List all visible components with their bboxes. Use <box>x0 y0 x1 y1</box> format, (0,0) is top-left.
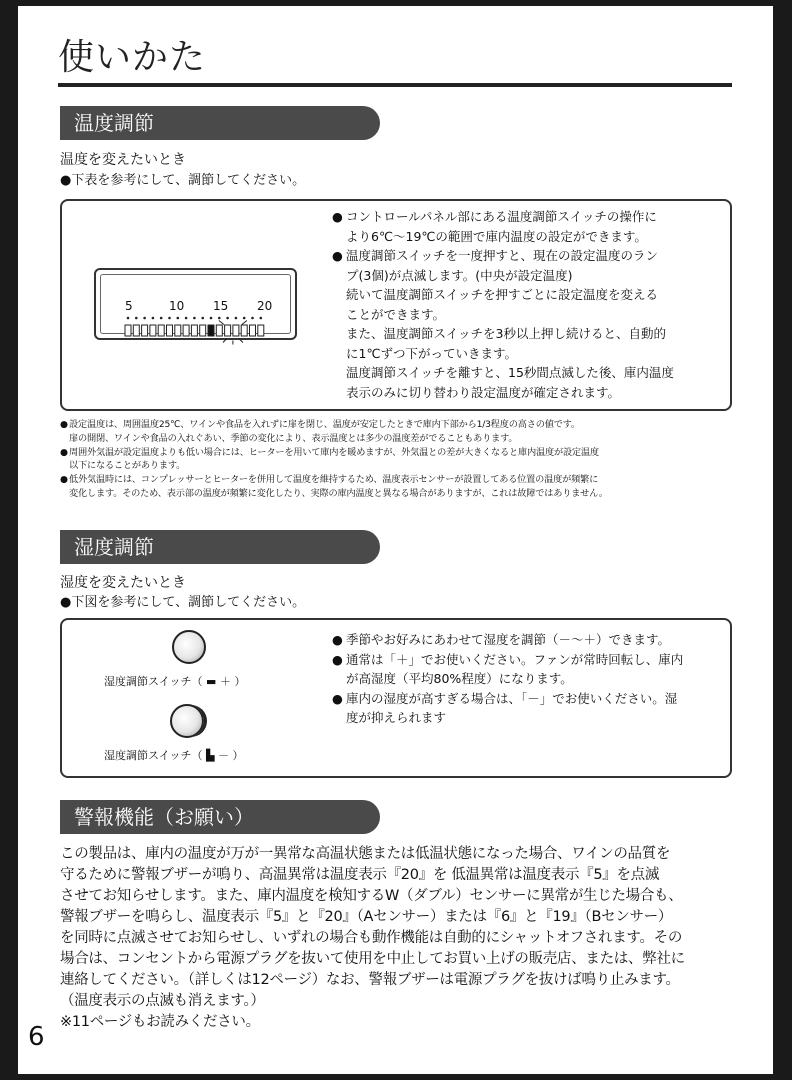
scale-label: 20 <box>257 299 273 313</box>
scale-label: 10 <box>169 299 185 313</box>
alarm-line: させてお知らせします。また、庫内温度を検知するW（ダブル）センサーに異常が生じた場合も、 <box>60 888 683 904</box>
lamp <box>258 325 264 336</box>
bullet-line: また、温度調節スイッチを3秒以上押し続けると、自動的 <box>346 326 666 341</box>
scale-dot <box>226 317 229 320</box>
page-title: 使いかた <box>58 37 207 78</box>
temperature-note <box>60 446 732 474</box>
bullet-line: ことができます。 <box>346 306 446 322</box>
bullet-dot: ● <box>332 690 343 706</box>
alarm-line: 連絡してください。（詳しくは12ページ）なお、警報ブザーは電源プラグを抜けば鳴り止みます。 <box>60 972 680 988</box>
section-heading-humidity: 湿度調節 <box>60 530 380 564</box>
blink-ray <box>242 321 247 325</box>
bullet-line: 度が抑えられます <box>346 710 447 725</box>
lamp <box>191 325 197 336</box>
scale-dot <box>177 317 180 320</box>
bullet-line: コントロールパネル部にある温度調節スイッチの操作に <box>346 209 657 224</box>
scale-dot <box>127 317 130 320</box>
bullet-line: 続いて温度調節スイッチを押すごとに設定温度を変える <box>346 287 659 302</box>
humidity-switch-minus-label: 湿度調節スイッチ（ ▙ － ） <box>104 749 244 762</box>
bullet-dot: ● <box>332 651 343 667</box>
alarm-line: 守るために警報ブザーが鳴り、高温異常は温度表示『20』を 低温異常は温度表示『5』を点滅 <box>60 867 660 883</box>
bullet-line: 庫内の湿度が高すぎる場合は、「－」でお使いください。湿 <box>346 690 678 706</box>
scale-dot <box>168 317 171 320</box>
temperature-bullets <box>332 207 724 402</box>
humidity-instruction: ●下図を参考にして、調節してください。 <box>60 595 306 610</box>
blink-ray <box>219 321 224 325</box>
lamp <box>250 325 256 336</box>
bullet-line: 設定温度は、周囲温度25℃、ワインや食品を入れずに扉を閉じ、温度が安定したときで庫内下部から1/3程度の高さの値です。 <box>69 419 580 430</box>
scale-dot <box>152 317 155 320</box>
lamp <box>142 325 148 336</box>
bullet-dot: ● <box>332 209 343 224</box>
scale-dot <box>193 317 196 320</box>
humidity-switch-minus-icon[interactable] <box>170 704 204 738</box>
temperature-subheading: 温度を変えたいとき <box>60 152 186 168</box>
scale-dot <box>185 317 188 320</box>
bullet-line: 扉の開閉、ワインや食品の入れぐあい、季節の変化により、表示温度とは多少の温度差がでることもあります。 <box>69 432 518 444</box>
blink-ray <box>223 339 227 343</box>
scale-dot <box>260 317 263 320</box>
control-panel-display <box>100 274 291 334</box>
lamp <box>183 325 189 336</box>
scale-dot <box>201 317 204 320</box>
section-heading-alarm: 警報機能（お願い） <box>60 800 380 834</box>
temperature-notes <box>60 418 732 501</box>
section-heading-temperature: 温度調節 <box>60 106 380 140</box>
lamp <box>200 325 206 336</box>
scale-dot <box>235 317 238 320</box>
humidity-bullets <box>332 630 724 728</box>
lamp-lit <box>208 325 214 336</box>
bullet-line: 以下になることがあります。 <box>69 460 186 472</box>
bullet-dot: ● <box>60 446 68 458</box>
alarm-line: ※11ページもお読みください。 <box>60 1014 260 1030</box>
alarm-line: 警報ブザーを鳴らし、温度表示『5』と『20』（Aセンサー）または『6』と『19』（Bセンサー） <box>60 909 673 925</box>
bullet-line: に1℃ずつ下がっていきます。 <box>346 345 517 361</box>
lamp <box>133 325 139 336</box>
blink-ray <box>239 339 243 343</box>
alarm-line: 場合は、コンセントから電源プラグを抜いて使用を中止してお買い上げの販売店、または、弊社に <box>60 951 685 967</box>
scale-label: 5 <box>125 299 133 313</box>
humidity-bullet <box>332 630 724 650</box>
bullet-line: 温度調節スイッチを一度押すと、現在の設定温度のラン <box>346 248 659 263</box>
scale-dot <box>251 317 254 320</box>
manual-page <box>18 6 773 1074</box>
lamp <box>150 325 156 336</box>
bullet-line: 低外気温時には、コンプレッサーとヒーターを併用して温度を維持するため、温度表示センサーが設置してある位置の温度が頻繁に <box>69 474 599 486</box>
bullet-line: 通常は「＋」でお使いください。ファンが常時回転し、庫内 <box>346 651 684 667</box>
temperature-bullet <box>332 207 724 246</box>
temperature-instruction: ●下表を参考にして、調節してください。 <box>60 173 306 188</box>
bullet-line: より6℃～19℃の範囲で庫内温度の設定ができます。 <box>346 228 647 244</box>
lamp <box>158 325 164 336</box>
scale-dot <box>243 317 246 320</box>
bullet-dot: ● <box>332 248 343 263</box>
humidity-bullet <box>332 689 724 728</box>
bullet-dot: ● <box>60 419 68 430</box>
scale-dot <box>160 317 163 320</box>
alarm-line: （温度表示の点滅も消えます。） <box>60 993 265 1009</box>
temperature-lamp-bar <box>101 311 291 351</box>
temperature-note <box>60 418 732 446</box>
lamp <box>125 325 131 336</box>
control-panel-illustration <box>94 268 297 340</box>
bullet-line: が高湿度（平均80%程度）になります。 <box>346 671 573 686</box>
bullet-dot: ● <box>332 632 343 647</box>
humidity-switch-plus-label: 湿度調節スイッチ（ ▬ ＋ ） <box>104 675 246 688</box>
scale-dot <box>210 317 213 320</box>
scale-dot <box>135 317 138 320</box>
title-rule <box>58 83 732 87</box>
page-number: 6 <box>28 1022 45 1052</box>
scale-dot <box>218 317 221 320</box>
bullet-dot: ● <box>60 474 68 486</box>
temperature-bullet <box>332 246 724 402</box>
scale-dot <box>143 317 146 320</box>
scale-label: 15 <box>213 299 229 313</box>
humidity-bullet <box>332 650 724 689</box>
bullet-line: 変化します。そのため、表示部の温度が頻繁に変化したり、実際の庫内温度と異なる場合がありますが、これは故障ではありません。 <box>69 487 608 499</box>
lamp <box>167 325 173 336</box>
humidity-switch-plus-icon[interactable] <box>172 630 206 664</box>
lamp <box>233 325 239 336</box>
lamp <box>225 325 231 336</box>
bullet-line: 表示のみに切り替わり設定温度が確定されます。 <box>346 384 621 400</box>
temperature-note <box>60 473 732 501</box>
alarm-line: を同時に点滅させてお知らせし、いずれの場合も動作機能は自動的にシャットオフされます。その <box>60 930 683 946</box>
bullet-line: 温度調節スイッチを離すと、15秒間点滅した後、庫内温度 <box>346 365 674 380</box>
alarm-line: この製品は、庫内の温度が万が一異常な高温状態または低温状態になった場合、ワインの品質を <box>60 846 671 862</box>
lamp <box>216 325 222 336</box>
humidity-subheading: 湿度を変えたいとき <box>60 575 186 591</box>
alarm-paragraph <box>60 844 736 1033</box>
lamp <box>175 325 181 336</box>
bullet-line: プ(3個)が点滅します。(中央が設定温度) <box>346 267 573 283</box>
bullet-line: 季節やお好みにあわせて湿度を調節（－～＋）できます。 <box>346 632 671 647</box>
lamp <box>241 325 247 336</box>
bullet-line: 周囲外気温が設定温度よりも低い場合には、ヒーターを用いて庫内を暖めますが、外気温との差が大きくなると庫内温度が設定温度 <box>69 446 599 458</box>
